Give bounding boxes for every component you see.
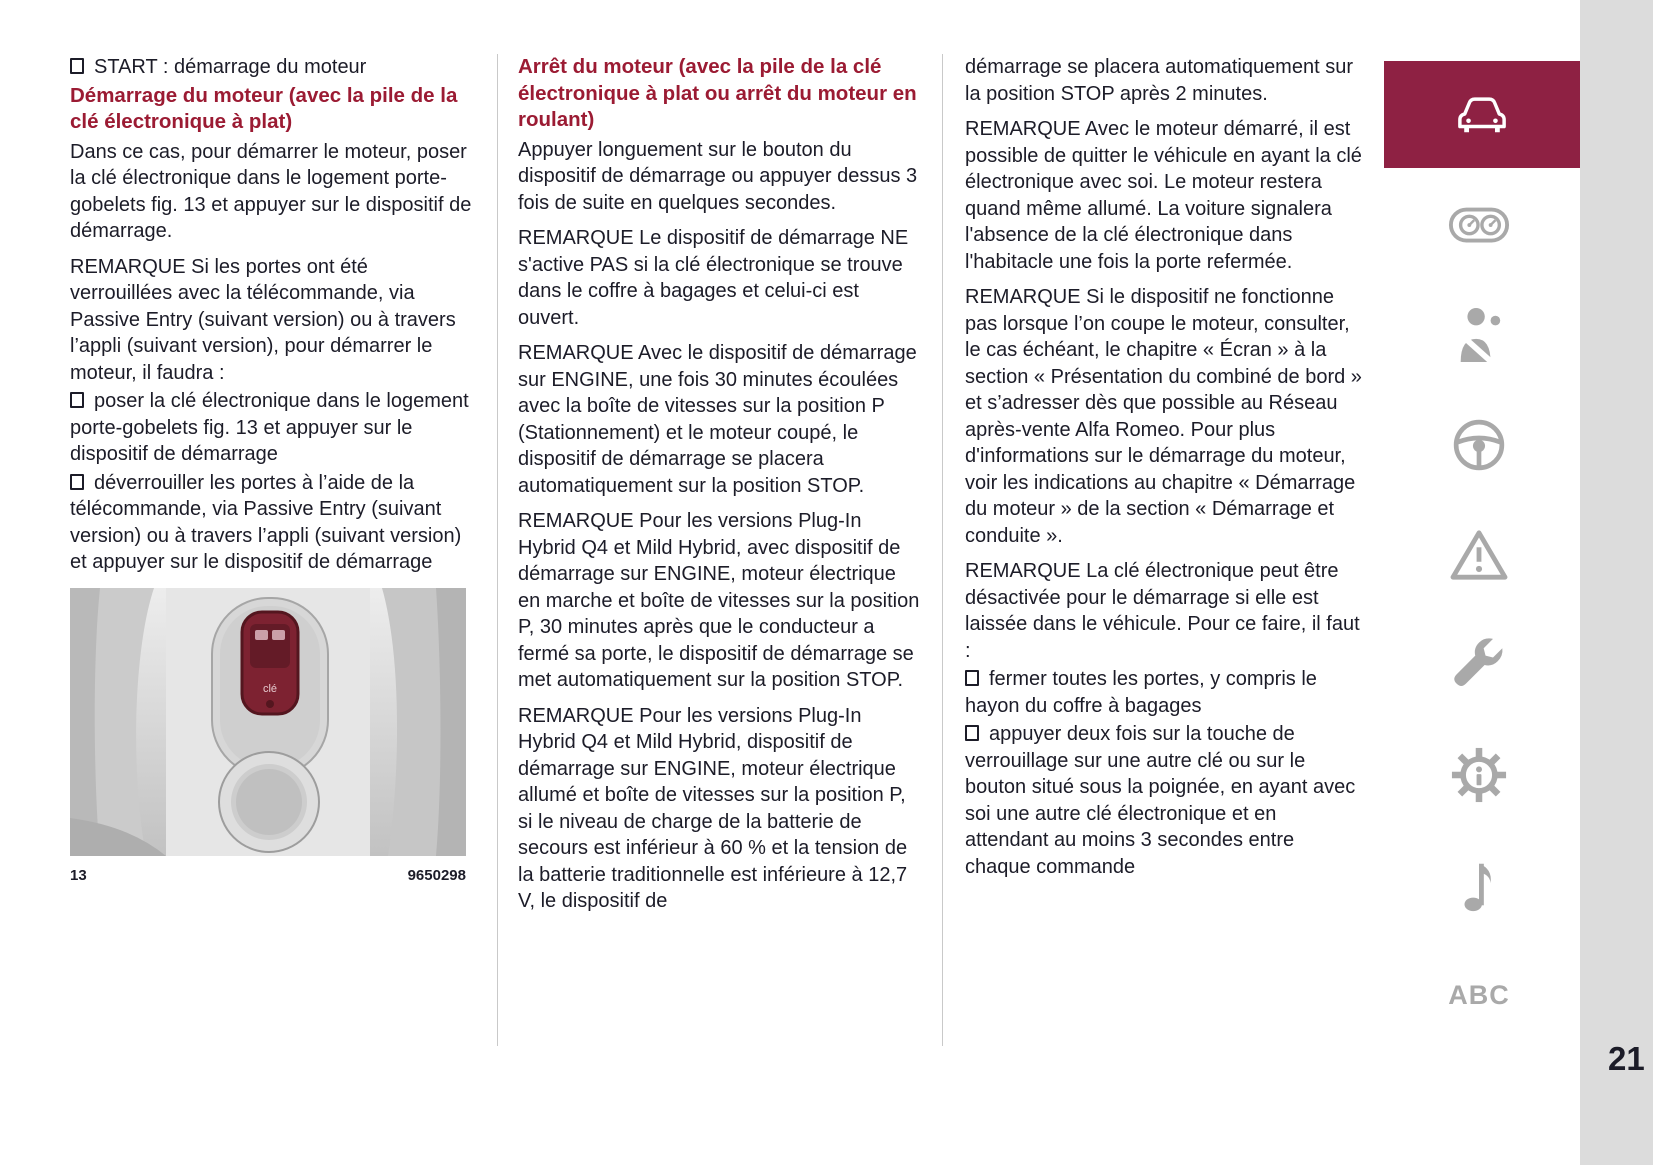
seatbelt-safety-icon	[1452, 306, 1506, 364]
electronic-key-fob	[242, 612, 298, 714]
square-bullet-icon	[965, 670, 979, 686]
car-icon	[1445, 90, 1519, 140]
section-heading: Arrêt du moteur (avec la pile de la clé électronique à plat ou arrêt du moteur en roulant)	[518, 55, 917, 131]
bullet-item	[70, 470, 472, 576]
section-heading: Démarrage du moteur (avec la pile de la clé électronique à plat)	[70, 83, 458, 133]
abc-text: ABC	[1448, 979, 1510, 1010]
figure-code: 9650298	[407, 866, 466, 884]
square-bullet-icon	[965, 725, 979, 741]
paragraph: REMARQUE Le dispositif de démarrage NE s'active PAS si la clé électronique se trouve dans le coffre à bagages et celui-ci est ouvert.	[518, 227, 909, 329]
technical-data-info-gear-icon	[1451, 746, 1507, 804]
bullet-text: appuyer deux fois sur la touche de verrouillage sur une autre clé ou sur le bouton situé sous la poignée, en ayant avec soi une autre clé électronique et en attendant au moins 3 secondes entre chaque commande	[965, 723, 1356, 878]
paragraph: démarrage se placera automatiquement sur la position STOP après 2 minutes.	[965, 56, 1353, 105]
instrument-cluster-icon	[1448, 196, 1510, 254]
figure-13-image	[70, 588, 466, 890]
figure-number: 13	[70, 866, 87, 884]
column-3	[965, 54, 1365, 882]
active-section-tab	[1384, 61, 1580, 168]
column-divider	[497, 54, 498, 1046]
multimedia-music-note-icon	[1459, 856, 1499, 914]
paragraph: REMARQUE Si le dispositif ne fonctionne pas lorsque l’on coupe le moteur, consulter, le cas échéant, le chapitre « Écran » à la section « Présentation du combiné de bord » et s’adresser dès que possible au Réseau après-vente Alfa Romeo. Pour plus d'informations sur le démarrage du moteur, voir les indications au chapitre « Démarrage du moteur » de la section « Démarrage et conduite ».	[965, 286, 1362, 547]
square-bullet-icon	[70, 58, 84, 74]
paragraph: REMARQUE Avec le moteur démarré, il est possible de quitter le véhicule en ayant la clé électronique avec soi. Le moteur restera quand même allumé. La voiture signalera l'absence de la clé électronique dans l'habitacle une fois la porte refermée.	[965, 118, 1362, 273]
bullet-item	[70, 388, 472, 468]
paragraph: Dans ce cas, pour démarrer le moteur, poser la clé électronique dans le logement porte-gobelets fig. 13 et appuyer sur le dispositif de démarrage.	[70, 140, 472, 242]
column-2	[518, 54, 920, 924]
wrench-maintenance-icon	[1451, 636, 1507, 694]
paragraph: REMARQUE Si les portes ont été verrouillées avec la télécommande, via Passive Entry (suivant version) ou à travers l’appli (suivant version), pour démarrer le moteur, il faudra :	[70, 255, 456, 384]
paragraph: REMARQUE La clé électronique peut être désactivée pour le démarrage si elle est laissée dans le véhicule. Pour ce faire, il faut :	[965, 560, 1360, 662]
figure-caption	[70, 863, 466, 890]
paragraph: REMARQUE Pour les versions Plug-In Hybrid Q4 et Mild Hybrid, dispositif de démarrage sur ENGINE, moteur électrique allumé et boîte de vitesses sur la position P, si le niveau de charge de la batterie de secours est inférieur à 60 % et la tension de la batterie traditionnelle est inférieure à 12,7 V, le dispositif de	[518, 704, 908, 912]
bullet-text: START : démarrage du moteur	[94, 56, 367, 78]
paragraph: REMARQUE Pour les versions Plug-In Hybrid Q4 et Mild Hybrid, avec dispositif de démarrage sur ENGINE, moteur électrique en marche et boîte de vitesses sur la position P, 30 minutes après que le conducteur a fermé sa porte, le dispositif de démarrage se met automatiquement sur la position STOP.	[518, 510, 920, 691]
console-key-illustration	[70, 588, 466, 856]
warning-triangle-icon	[1450, 526, 1508, 584]
bullet-text: poser la clé électronique dans le logement porte-gobelets fig. 13 et appuyer sur le dispositif de démarrage	[70, 390, 469, 465]
square-bullet-icon	[70, 474, 84, 490]
bullet-item	[965, 666, 1365, 719]
square-bullet-icon	[70, 392, 84, 408]
paragraph: Appuyer longuement sur le bouton du dispositif de démarrage ou appuyer dessus 3 fois de suite en quelques secondes.	[518, 138, 918, 214]
column-1	[70, 54, 472, 889]
key-fob-label: clé	[262, 682, 278, 695]
sidebar-strip	[1580, 0, 1653, 1165]
column-divider	[942, 54, 943, 1046]
bullet-item	[965, 721, 1365, 880]
index-abc-label	[1448, 966, 1510, 1024]
paragraph: REMARQUE Avec le dispositif de démarrage sur ENGINE, une fois 30 minutes écoulées avec la boîte de vitesses sur la position P (Stationnement) et le moteur coupé, le dispositif de démarrage se placera automatiquement sur la position STOP.	[518, 342, 917, 497]
bullet-text: fermer toutes les portes, y compris le hayon du coffre à bagages	[965, 668, 1317, 717]
sidebar-icon-column	[1437, 196, 1521, 1076]
bullet-item	[70, 54, 472, 81]
page-number: 21	[1608, 1040, 1645, 1077]
steering-wheel-icon	[1451, 416, 1507, 474]
bullet-text: déverrouiller les portes à l’aide de la télécommande, via Passive Entry (suivant version) ou à travers l’appli (suivant version) et appuyer sur le dispositif de démarrage	[70, 471, 462, 573]
